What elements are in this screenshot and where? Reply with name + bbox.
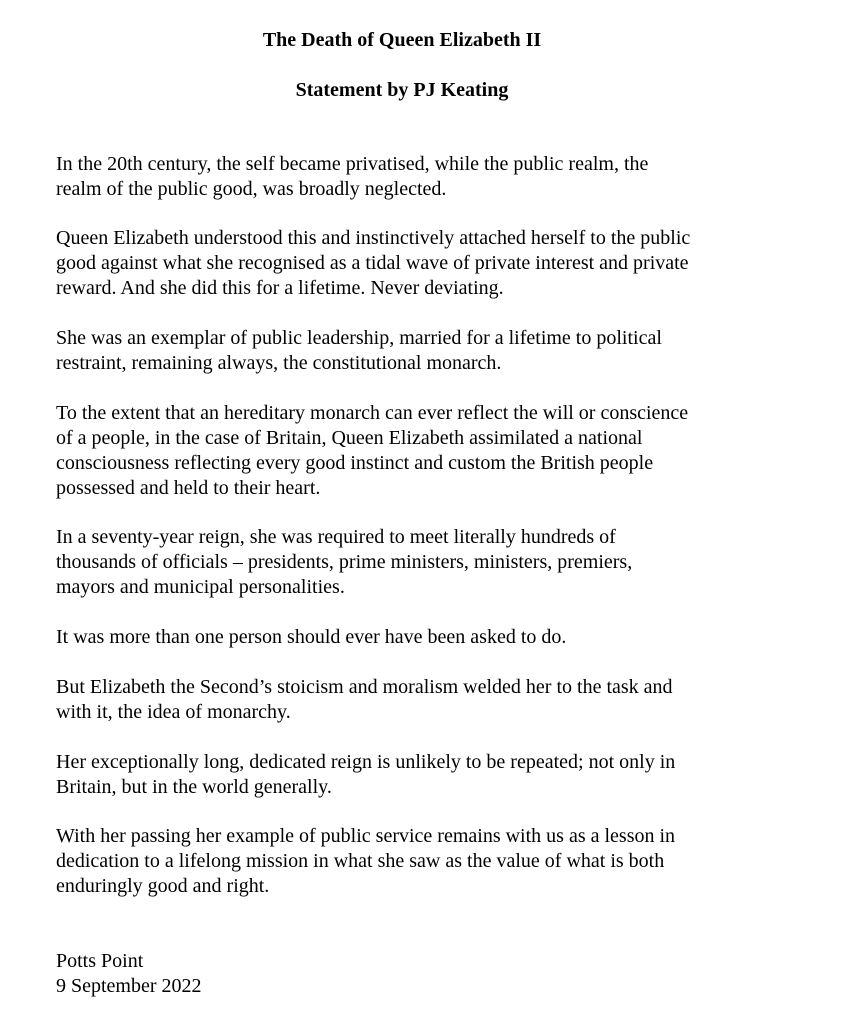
paragraph-line: realm of the public good, was broadly neglected. bbox=[56, 178, 447, 200]
paragraph-line: consciousness reflecting every good instinct and custom the British people bbox=[56, 452, 654, 474]
paragraph-line: Queen Elizabeth understood this and instinctively attached herself to the public bbox=[56, 227, 691, 249]
paragraph-line: possessed and held to their heart. bbox=[56, 477, 321, 499]
document-title: The Death of Queen Elizabeth II bbox=[262, 29, 542, 51]
paragraph-line: Britain, but in the world generally. bbox=[56, 776, 332, 798]
paragraph-line: of a people, in the case of Britain, Queen Elizabeth assimilated a national bbox=[56, 427, 643, 449]
paragraph-line: In the 20th century, the self became privatised, while the public realm, the bbox=[56, 153, 649, 175]
paragraph-line: To the extent that an hereditary monarch can ever reflect the will or conscience bbox=[56, 402, 689, 424]
paragraph-line: With her passing her example of public service remains with us as a lesson in bbox=[56, 825, 676, 847]
paragraph-9 bbox=[56, 824, 816, 899]
paragraph-line: She was an exemplar of public leadership, married for a lifetime to political bbox=[56, 327, 662, 349]
paragraph-line: enduringly good and right. bbox=[56, 875, 270, 897]
paragraph-line: It was more than one person should ever have been asked to do. bbox=[56, 626, 567, 648]
paragraph-line: dedication to a lifelong mission in what she saw as the value of what is both bbox=[56, 850, 665, 872]
paragraph-6 bbox=[56, 625, 816, 650]
paragraph-3 bbox=[56, 326, 816, 376]
paragraph-7 bbox=[56, 675, 816, 725]
paragraph-8 bbox=[56, 750, 816, 800]
paragraph-1 bbox=[56, 152, 816, 202]
paragraph-line: mayors and municipal personalities. bbox=[56, 576, 345, 598]
document-subtitle: Statement by PJ Keating bbox=[295, 79, 509, 101]
paragraph-2 bbox=[56, 226, 816, 301]
paragraph-line: thousands of officials – presidents, prime ministers, ministers, premiers, bbox=[56, 551, 633, 573]
paragraph-5 bbox=[56, 525, 816, 600]
paragraph-line: reward. And she did this for a lifetime. Never deviating. bbox=[56, 277, 504, 299]
paragraph-line: restraint, remaining always, the constitutional monarch. bbox=[56, 352, 502, 374]
paragraph-line: In a seventy-year reign, she was required to meet literally hundreds of bbox=[56, 526, 616, 548]
signature-block bbox=[56, 949, 816, 999]
signature-place: Potts Point bbox=[56, 950, 144, 972]
paragraph-line: with it, the idea of monarchy. bbox=[56, 701, 291, 723]
paragraph-4 bbox=[56, 401, 816, 501]
paragraph-line: Her exceptionally long, dedicated reign is unlikely to be repeated; not only in bbox=[56, 751, 676, 773]
signature-date: 9 September 2022 bbox=[56, 975, 202, 997]
paragraph-line: But Elizabeth the Second’s stoicism and moralism welded her to the task and bbox=[56, 676, 673, 698]
paragraph-line: good against what she recognised as a tidal wave of private interest and private bbox=[56, 252, 689, 274]
